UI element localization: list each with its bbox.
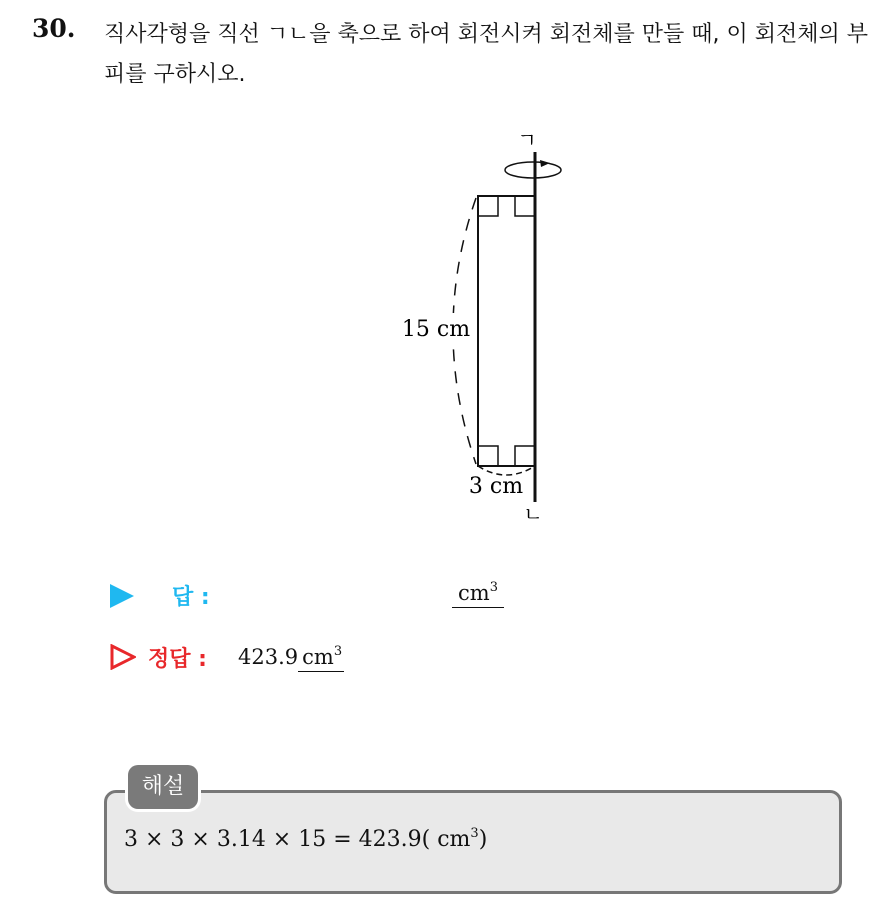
rotation-arrow-head <box>540 160 550 167</box>
rotation-arrow <box>505 162 561 178</box>
answer-input-blank[interactable] <box>452 580 504 608</box>
answer-unit: cm <box>458 581 490 605</box>
height-label: 15 cm <box>401 317 471 342</box>
answer-unit-exponent: 3 <box>489 580 498 595</box>
solution-tag: 해설 <box>128 765 198 809</box>
question-text: 직사각형을 직선 ㄱㄴ을 축으로 하여 회전시켜 회전체를 만들 때, 이 회전체의 부피를 구하시오. <box>104 22 868 87</box>
solution-text: 3 × 3 × 3.14 × 15 = 423.9( $cm^3$) <box>124 826 488 852</box>
rectangle <box>478 196 535 466</box>
width-label: 3 cm <box>468 474 524 499</box>
correct-answer-row <box>110 640 610 676</box>
answer-row <box>110 578 610 614</box>
right-angle-mark <box>515 446 535 466</box>
vertex-top-label: ㄱ <box>517 128 537 152</box>
right-angle-mark <box>478 196 498 216</box>
correct-unit: $cm^3$ <box>298 644 344 672</box>
play-outline-icon <box>110 644 136 670</box>
solution-exponent: 3 <box>470 826 479 841</box>
right-angle-mark <box>515 196 535 216</box>
question-number: 30. <box>32 14 76 43</box>
answer-label: 답 : <box>172 585 210 610</box>
right-angle-mark <box>478 446 498 466</box>
correct-answer-value <box>238 644 344 672</box>
play-icon <box>110 584 134 608</box>
correct-number: 423.9 <box>238 645 299 669</box>
vertex-bottom-label: ㄴ <box>523 502 543 526</box>
correct-answer-label: 정답 : <box>148 647 207 672</box>
